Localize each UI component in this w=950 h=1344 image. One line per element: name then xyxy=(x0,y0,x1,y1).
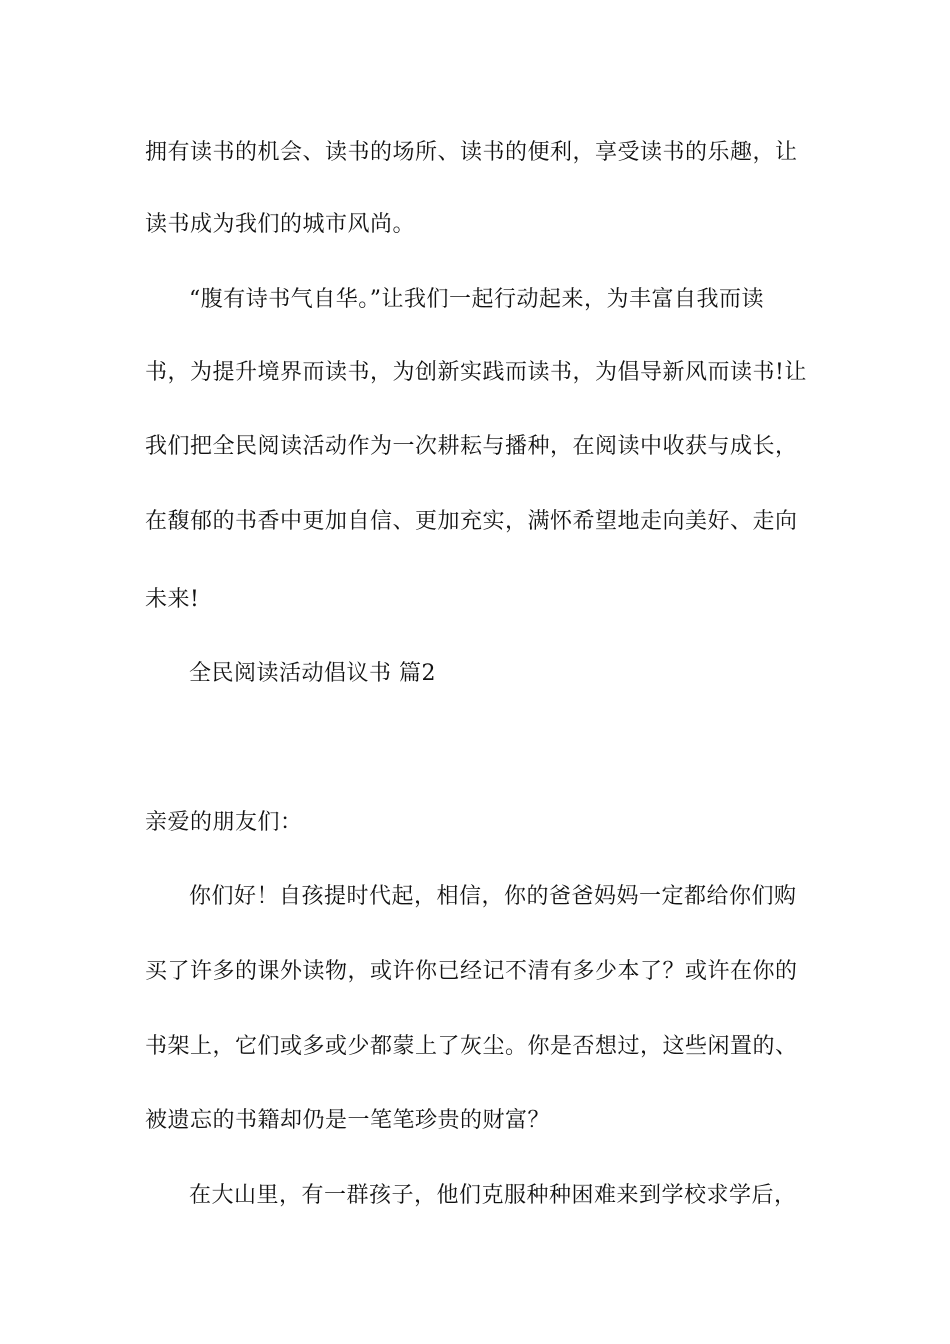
paragraph-line: 拥有读书的机会、读书的场所、读书的便利，享受读书的乐趣，让 xyxy=(145,140,798,165)
section-heading: 全民阅读活动倡议书 篇2 xyxy=(189,661,436,686)
paragraph-line: 书，为提升境界而读书，为创新实践而读书，为倡导新风而读书!让 xyxy=(145,360,807,385)
paragraph-line: 在大山里，有一群孩子，他们克服种种困难来到学校求学后， xyxy=(189,1183,797,1208)
paragraph-line: 买了许多的课外读物，或许你已经记不清有多少本了？或许在你的 xyxy=(145,959,798,984)
paragraph-line: “腹有诗书气自华。”让我们一起行动起来，为丰富自我而读 xyxy=(189,287,764,312)
paragraph-line: 被遗忘的书籍却仍是一笔笔珍贵的财富？ xyxy=(145,1108,551,1133)
paragraph-line: 我们把全民阅读活动作为一次耕耘与播种，在阅读中收获与成长， xyxy=(145,434,798,459)
salutation: 亲爱的朋友们： xyxy=(145,810,303,835)
paragraph-line: 书架上，它们或多或少都蒙上了灰尘。你是否想过，这些闲置的、 xyxy=(145,1034,798,1059)
paragraph-line: 你们好！自孩提时代起，相信，你的爸爸妈妈一定都给你们购 xyxy=(189,884,797,909)
paragraph-line: 在馥郁的书香中更加自信、更加充实，满怀希望地走向美好、走向 xyxy=(145,509,798,534)
paragraph-line: 读书成为我们的城市风尚。 xyxy=(145,212,416,237)
paragraph-line: 未来! xyxy=(145,587,200,612)
